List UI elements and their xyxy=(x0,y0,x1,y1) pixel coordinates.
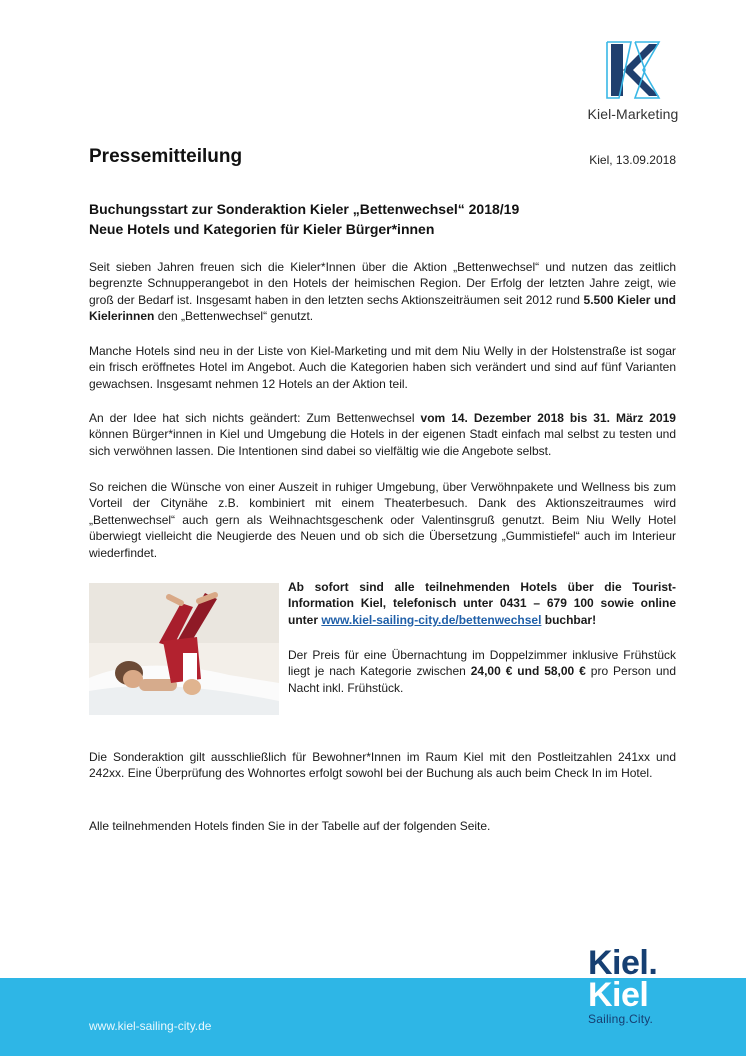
logo-tagline: Sailing.City. xyxy=(588,1012,654,1026)
p1-text-c: den „Bettenwechsel“ genutzt. xyxy=(154,309,314,324)
couple-in-bed-image-icon xyxy=(89,583,279,715)
kiel-k-logo-icon xyxy=(605,40,661,100)
footer-url[interactable]: www.kiel-sailing-city.de xyxy=(89,1019,212,1033)
release-date: Kiel, 13.09.2018 xyxy=(589,153,676,167)
p3-text-a: An der Idee hat sich nichts geändert: Zum Bettenwechsel xyxy=(89,411,421,425)
paragraph-1 xyxy=(89,259,676,325)
paragraph-2: Manche Hotels sind neu in der Liste von Kiel-Marketing und mit dem Niu Welly in der Holstenstraße ist sogar ein frisch eröffnetes Hotel im Angebot. Auch die Kategorien haben sich verändert und sind auf fünf Varianten gewachsen. Insgesamt nehmen 12 Hotels an der Aktion teil. xyxy=(89,344,676,391)
paragraph-6: Alle teilnehmenden Hotels finden Sie in der Tabelle auf der folgenden Seite. xyxy=(89,819,491,833)
kiel-marketing-logo xyxy=(585,40,681,122)
headline-line-1: Buchungsstart zur Sonderaktion Kieler „Bettenwechsel“ 2018/19 xyxy=(89,201,520,217)
booking-text-c: buchbar! xyxy=(541,612,597,627)
headline-line-2: Neue Hotels und Kategorien für Kieler Bürger*innen xyxy=(89,221,435,237)
bettenwechsel-link[interactable]: www.kiel-sailing-city.de/bettenwechsel xyxy=(321,612,542,627)
kiel-sailing-city-logo xyxy=(588,946,678,1026)
p3-text-c: können Bürger*innen in Kiel und Umgebung die Hotels in der eigenen Stadt einfach mal selbst zu testen und sich verwöhnen lassen. Die Intentionen sind dabei so vielfältig wie die Angebote selbst. xyxy=(89,427,676,458)
p1-text-bold: 5.500 Kieler und Kielerinnen xyxy=(89,292,676,324)
price-text-c: pro Person und Nacht inkl. Frühstück. xyxy=(288,664,677,695)
paragraph-4: So reichen die Wünsche von einer Auszeit in ruhiger Umgebung, über Verwöhnpakete und Wellness bis zum Vorteil der Citynähe z.B. kombiniert mit einem Theaterbesuch. Dank des Aktionszeitraumes wird „Bettenwechsel“ auch gern als Weihnachtsgeschenk oder Valentinsgruß genutzt. Beim Niu Welly Hotel überwiegt vielleicht die Neugierde des Neuen und ob sich die Übersetzung „Gummistiefel“ auch im Interieur wiederfindet. xyxy=(89,480,676,560)
paragraph-5: Die Sonderaktion gilt ausschließlich für Bewohner*Innen im Raum Kiel mit den Postleitzahlen 241xx und 242xx. Eine Überprüfung des Wohnortes erfolgt sowohl bei der Buchung als auch beim Check In im Hotel. xyxy=(89,750,676,781)
price-info xyxy=(288,647,676,696)
price-range: 24,00 € und 58,00 € xyxy=(470,664,586,679)
couple-in-bed-photo xyxy=(89,583,279,715)
paragraph-3 xyxy=(89,410,676,459)
page-title: Pressemitteilung xyxy=(89,146,243,167)
p3-text-bold: vom 14. Dezember 2018 bis 31. März 2019 xyxy=(420,411,676,425)
headline xyxy=(89,199,669,239)
logo-line-2: Kiel xyxy=(588,976,649,1014)
logo-line-1: Kiel. xyxy=(588,944,658,982)
booking-info xyxy=(288,579,676,628)
booking-text-a: Ab sofort sind alle teilnehmenden Hotels über die Tourist-Information Kiel, telefonisch unter 0431 – 679 100 sowie online unter xyxy=(288,580,676,627)
p1-text-a: Seit sieben Jahren freuen sich die Kieler*Innen über die Aktion „Bettenwechsel“ und nutzen das zeitlich begrenzte Schnupperangebot in den Hotels der heimischen Region. Der Erfolg der letzten Jahre zeigt, wie groß der Bedarf ist. Insgesamt haben in den letzten sechs Aktionszeiträumen seit 2012 rund xyxy=(89,260,676,307)
price-text-a: Der Preis für eine Übernachtung im Doppelzimmer inklusive Frühstück liegt je nach Kategorie zwischen xyxy=(288,648,676,679)
brand-name: Kiel-Marketing xyxy=(587,106,679,122)
